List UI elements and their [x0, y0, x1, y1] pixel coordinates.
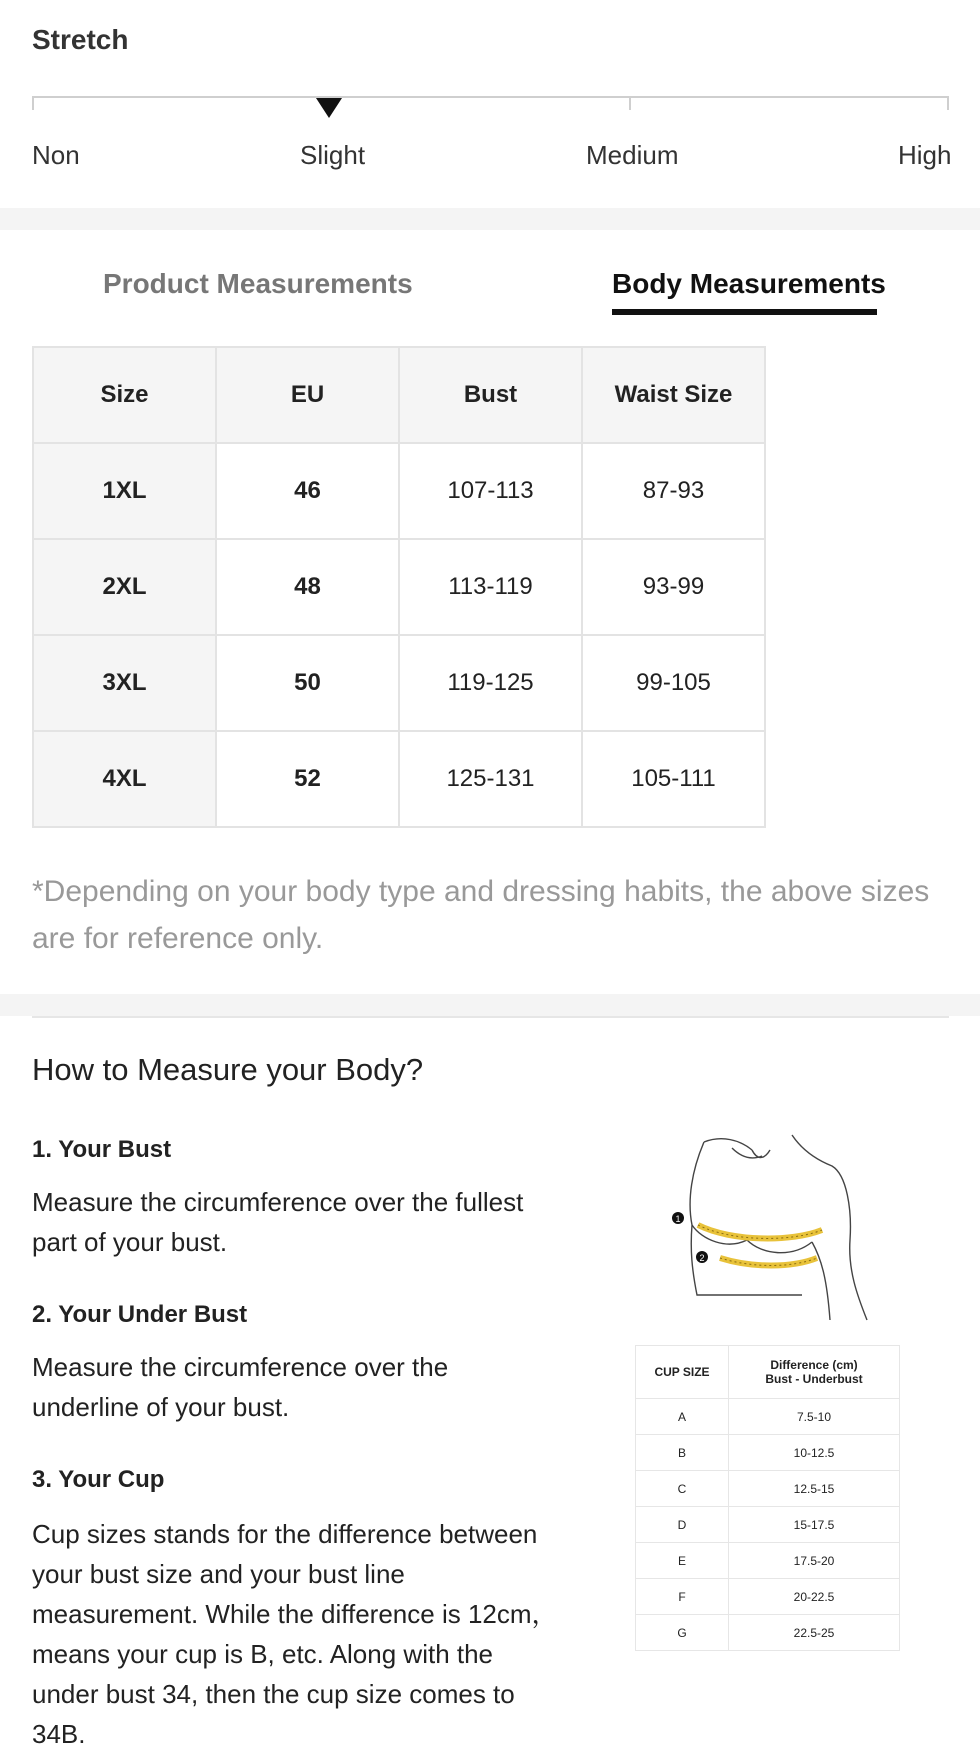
tab-product-measurements[interactable]: Product Measurements	[103, 268, 413, 299]
step-heading-under-bust: 2. Your Under Bust	[32, 1301, 248, 1328]
difference-cell: 22.5-25	[729, 1615, 900, 1651]
table-header-row	[636, 1346, 900, 1399]
table-header-row	[33, 347, 765, 443]
column-header: EU	[216, 347, 399, 443]
svg-text:1: 1	[675, 1214, 681, 1224]
table-row	[636, 1435, 900, 1471]
waist-cell: 99-105	[582, 635, 765, 731]
active-tab-indicator	[612, 309, 877, 315]
step-text-under-bust: Measure the circumference over the underline of your bust.	[32, 1352, 449, 1422]
cup-cell: A	[636, 1399, 729, 1435]
stretch-scale-track	[32, 96, 949, 98]
size-chart-table	[32, 346, 766, 828]
cup-cell: F	[636, 1579, 729, 1615]
cup-cell: C	[636, 1471, 729, 1507]
table-row	[636, 1471, 900, 1507]
eu-cell: 48	[216, 539, 399, 635]
table-row	[636, 1615, 900, 1651]
waist-cell: 93-99	[582, 539, 765, 635]
table-row	[636, 1507, 900, 1543]
svg-text:2: 2	[699, 1253, 705, 1263]
column-header-line: Bust - Underbust	[765, 1372, 863, 1386]
column-header: Waist Size	[582, 347, 765, 443]
eu-cell: 46	[216, 443, 399, 539]
bust-cell: 125-131	[399, 731, 582, 827]
stretch-label-non: Non	[32, 140, 80, 170]
stretch-label-medium: Medium	[586, 140, 679, 170]
table-row	[33, 539, 765, 635]
section-separator	[0, 208, 980, 230]
table-row	[636, 1399, 900, 1435]
stretch-title: Stretch	[32, 24, 129, 55]
size-cell: 1XL	[33, 443, 216, 539]
step-heading-bust: 1. Your Bust	[32, 1136, 172, 1163]
table-row	[33, 443, 765, 539]
stretch-indicator-icon	[316, 98, 342, 118]
how-to-measure-title: How to Measure your Body?	[32, 1052, 424, 1087]
eu-cell: 52	[216, 731, 399, 827]
difference-cell: 12.5-15	[729, 1471, 900, 1507]
difference-cell: 17.5-20	[729, 1543, 900, 1579]
reference-note: *Depending on your body type and dressing habits, the above sizes are for reference only.	[32, 875, 930, 955]
stretch-tick	[947, 96, 949, 110]
table-row	[636, 1579, 900, 1615]
difference-cell: 7.5-10	[729, 1399, 900, 1435]
difference-cell: 15-17.5	[729, 1507, 900, 1543]
column-header: Size	[33, 347, 216, 443]
difference-cell: 20-22.5	[729, 1579, 900, 1615]
table-row	[636, 1543, 900, 1579]
difference-cell: 10-12.5	[729, 1435, 900, 1471]
stretch-tick	[32, 96, 34, 110]
stretch-tick	[629, 96, 631, 110]
cup-cell: B	[636, 1435, 729, 1471]
step-text-cup: Cup sizes stands for the difference between your bust size and your bust line measurement. While the difference is 12cm，means your cup is B, etc. Along with the under bust 34, then the cup size comes to 34B.	[32, 1519, 558, 1749]
bust-cell: 113-119	[399, 539, 582, 635]
column-header-line: Difference (cm)	[770, 1358, 858, 1372]
column-header: Bust	[399, 347, 582, 443]
cup-cell: E	[636, 1543, 729, 1579]
bust-cell: 119-125	[399, 635, 582, 731]
column-header	[729, 1346, 900, 1399]
cup-size-table	[635, 1345, 900, 1651]
step-text-bust: Measure the circumference over the fullest part of your bust.	[32, 1187, 524, 1257]
bust-cell: 107-113	[399, 443, 582, 539]
section-separator	[0, 994, 980, 1016]
table-row	[33, 731, 765, 827]
stretch-label-slight: Slight	[300, 140, 366, 170]
size-cell: 2XL	[33, 539, 216, 635]
waist-cell: 87-93	[582, 443, 765, 539]
table-row	[33, 635, 765, 731]
waist-cell: 105-111	[582, 731, 765, 827]
bust-measurement-illustration	[652, 1130, 892, 1330]
eu-cell: 50	[216, 635, 399, 731]
cup-cell: G	[636, 1615, 729, 1651]
cup-cell: D	[636, 1507, 729, 1543]
column-header: CUP SIZE	[636, 1346, 729, 1399]
step-heading-cup: 3. Your Cup	[32, 1466, 165, 1493]
divider	[32, 1016, 949, 1018]
tab-body-measurements[interactable]: Body Measurements	[612, 268, 886, 299]
size-cell: 3XL	[33, 635, 216, 731]
size-cell: 4XL	[33, 731, 216, 827]
stretch-label-high: High	[898, 140, 952, 170]
